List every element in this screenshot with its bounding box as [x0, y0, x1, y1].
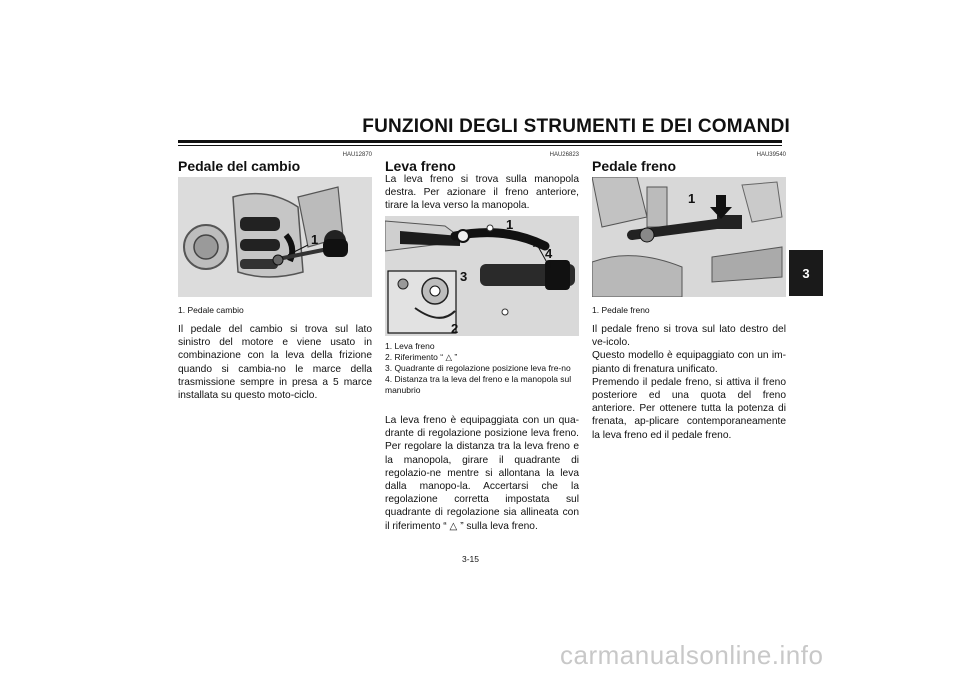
callout-3: 3 [460, 269, 468, 284]
figure-caption: 1. Pedale freno [592, 305, 650, 315]
body-paragraph: Il pedale del cambio si trova sul lato sinistro del motore e viene usato in combinazione con la leva della frizione quando si cambia-no le marce della trasmissione sempre in presa a 5 marce installata su questo moto-ciclo. [178, 324, 372, 402]
callout-1: 1 [506, 217, 514, 232]
brake-pedal-photo [592, 177, 786, 297]
caption-item: 2. Riferimento “ △ ” [385, 352, 458, 362]
callout-2: 2 [451, 321, 459, 336]
section-title-gear-pedal: Pedale del cambio [178, 158, 301, 174]
header-rule [178, 140, 782, 143]
figure-captions [385, 341, 579, 396]
caption-item: 3. Quadrante di regolazione posizione leva fre-no [385, 363, 571, 373]
brake-lever-photo [385, 216, 579, 336]
section-title-brake-lever: Leva freno [385, 158, 456, 174]
body-paragraph: La leva freno è equipaggiata con un qua-drante di regolazione posizione leva freno. Per regolare la distanza tra la leva freno e la manopola, girare il quadrante di regolazio-ne mentre si allontana la leva dalla manopo-la. Accertarsi che la regolazione corretta impostata sul quadrante di regolazione sia allineata con il riferimento “ △ ” sulla leva freno. [385, 415, 579, 532]
callout-1: 1 [311, 232, 319, 247]
header-rule-thin [178, 145, 782, 146]
callout-1: 1 [688, 191, 696, 206]
watermark: carmanualsonline.info [560, 640, 824, 670]
page-number: 3-15 [462, 554, 480, 564]
caption-item: 4. Distanza tra la leva del freno e la manopola sul manubrio [385, 374, 572, 395]
intro-paragraph: La leva freno si trova sulla manopola destra. Per azionare il freno anteriore, tirare la leva verso la manopola. [385, 174, 579, 212]
caption-item: 1. Leva freno [385, 341, 435, 351]
callout-4: 4 [545, 246, 553, 261]
section-code: HAU26823 [549, 152, 579, 158]
gear-pedal-photo [178, 177, 372, 297]
chapter-tab: 3 [789, 250, 823, 296]
section-title-brake-pedal: Pedale freno [592, 158, 677, 174]
figure-caption: 1. Pedale cambio [178, 305, 244, 315]
section-code: HAU12870 [342, 152, 372, 158]
section-code: HAU39540 [756, 152, 786, 158]
page-header-title: FUNZIONI DEGLI STRUMENTI E DEI COMANDI [362, 116, 790, 137]
body-paragraph: Il pedale freno si trova sul lato destro del ve-icolo. Questo modello è equipaggiato con un im-pianto di frenatura unificato. Premendo il pedale freno, si attiva il freno posteriore ed una quota del freno anteriore. Per ottenere tutta la potenza di frenata, ap-plicare contemporaneamente la leva freno ed il pedale freno. [592, 324, 786, 441]
